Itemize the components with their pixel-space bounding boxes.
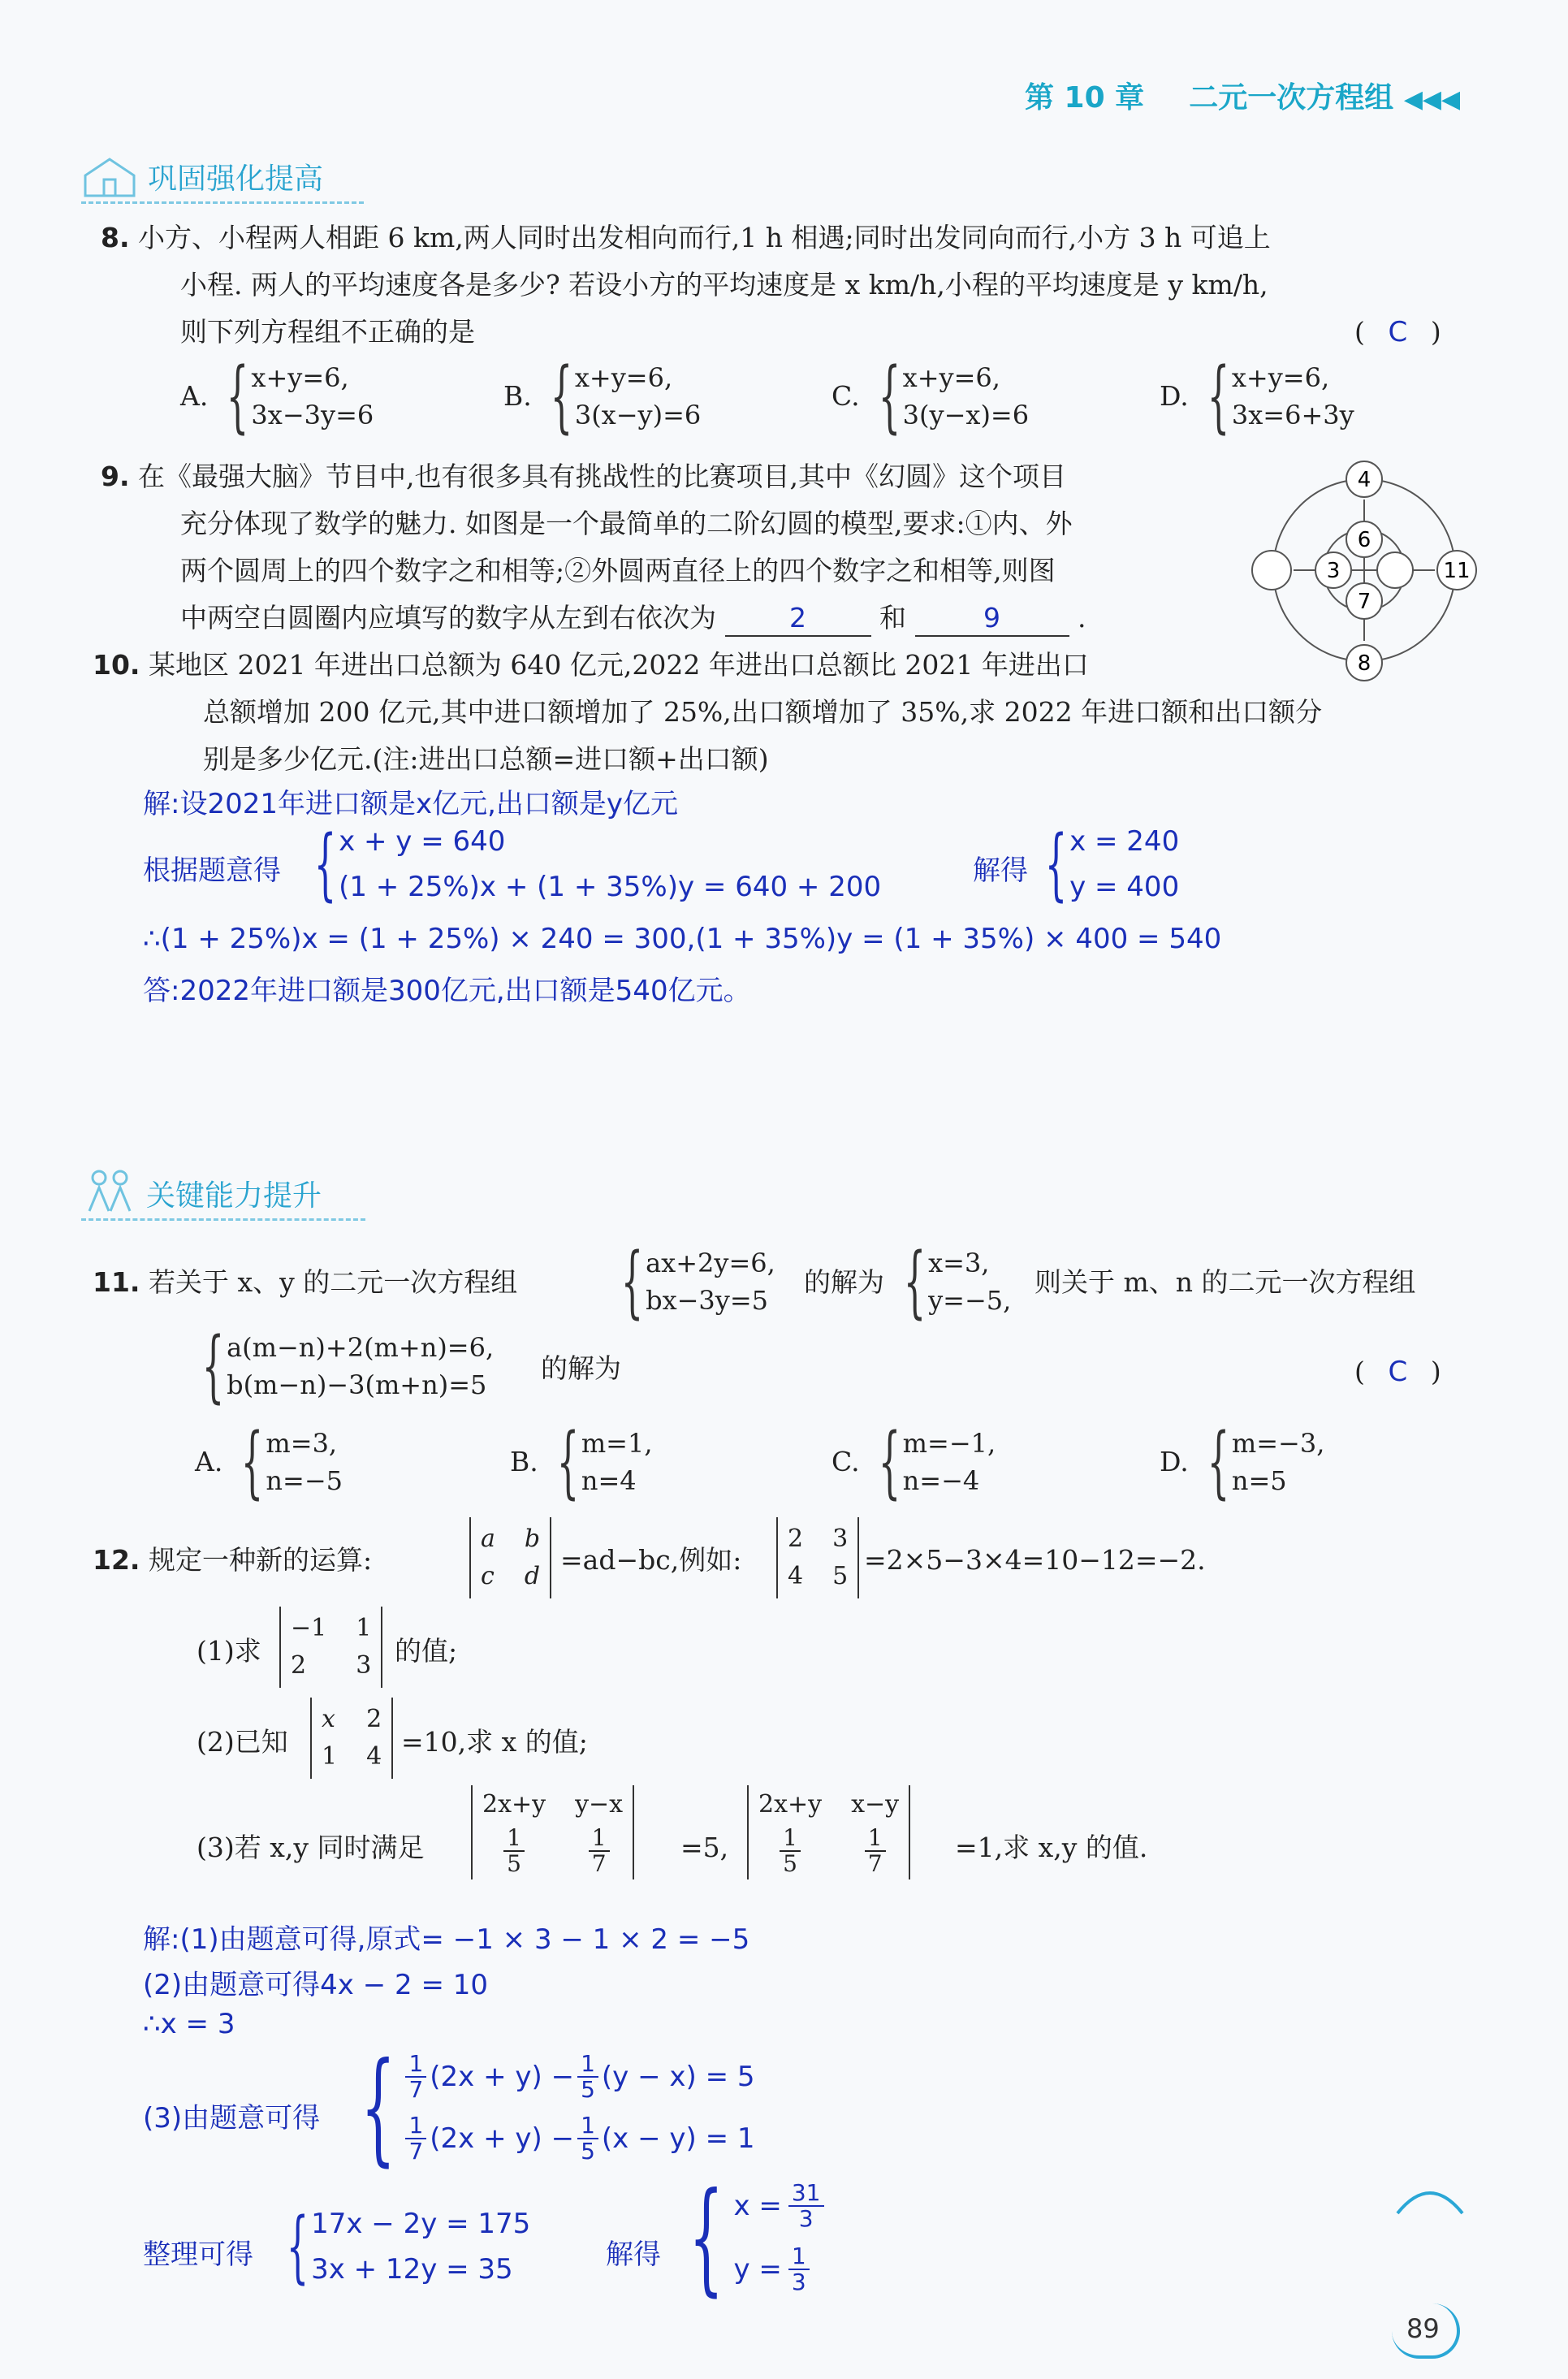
equation <box>733 2181 823 2231</box>
question-text: =2×5−3×4=10−12=−2. <box>864 1544 1206 1576</box>
det-cell: 4 <box>366 1742 382 1771</box>
option-d <box>1160 351 1354 442</box>
brace: { <box>201 1321 225 1412</box>
option-d <box>1160 1417 1325 1507</box>
option-label: C. <box>832 1446 860 1477</box>
circle-number: 3 <box>1326 559 1341 583</box>
determinant-p3-first <box>471 1785 634 1879</box>
equation: 17x − 2y = 175 <box>311 2208 531 2240</box>
det-cell: 5 <box>832 1562 849 1590</box>
question-9 <box>101 460 1066 494</box>
det-cell-fraction <box>758 1826 822 1876</box>
equation <box>405 2052 754 2102</box>
equation: m=−1, <box>902 1428 996 1459</box>
equation: 3x + 12y = 35 <box>311 2253 513 2286</box>
answer-paren <box>1354 315 1441 349</box>
brace: { <box>227 351 249 442</box>
numerator: 1 <box>577 2113 598 2139</box>
solution-system <box>300 819 881 910</box>
option-label: B. <box>510 1446 538 1477</box>
numerator: 1 <box>405 2052 426 2078</box>
denominator: 7 <box>408 2138 424 2165</box>
sub-question: =5, <box>680 1832 729 1863</box>
equation: n=4 <box>581 1465 637 1496</box>
equation: ax+2y=6, <box>646 1248 775 1278</box>
equation: m=1, <box>581 1428 653 1459</box>
option-c <box>832 351 1030 442</box>
solution-result <box>667 2167 824 2308</box>
circle-node-right <box>1437 551 1476 590</box>
solution-line: ∴(1 + 25%)x = (1 + 25%) × 240 = 300,(1 + 35%)y = (1 + 35%) × 400 = 540 <box>143 923 1222 955</box>
blank-2: 9 <box>915 601 1069 637</box>
paren-close: ) <box>1430 316 1441 348</box>
circle-number: 4 <box>1357 468 1371 492</box>
brace: { <box>1207 351 1230 442</box>
section-underline <box>81 201 364 204</box>
denominator: 3 <box>791 2269 806 2295</box>
circle-number: 6 <box>1357 528 1371 552</box>
section-icon <box>81 1166 138 1215</box>
equation: y = 400 <box>1069 871 1180 903</box>
solution-answer: 答:2022年进口额是300亿元,出口额是540亿元。 <box>143 975 751 1007</box>
chapter-title: 二元一次方程组 <box>1189 81 1394 115</box>
question-8 <box>101 221 1271 255</box>
det-cell: 2 <box>788 1525 804 1553</box>
brace: { <box>556 1417 580 1507</box>
question-text: 总额增加 200 亿元,其中进口额增加了 25%,出口额增加了 35%,求 2022 年进口额和出口额分 <box>203 696 1323 728</box>
chapter-arrows-icon: ◀◀◀ <box>1403 85 1461 114</box>
answer-paren <box>1354 1355 1441 1389</box>
option-label: B. <box>503 380 532 412</box>
question-text: 充分体现了数学的魅力. 如图是一个最简单的二阶幻圆的模型,要求:①内、外 <box>180 508 1073 539</box>
question-text: 两个圆周上的四个数字之和相等;②外圆两直径上的四个数字之和相等,则图 <box>180 555 1056 586</box>
det-cell: b <box>524 1525 541 1553</box>
fraction <box>788 2244 810 2295</box>
denominator: 5 <box>581 2138 595 2165</box>
equation: bx−3y=5 <box>646 1285 769 1316</box>
question-text: 别是多少亿元.(注:进出口总额=进口额+出口额) <box>203 743 769 775</box>
chapter-number: 第 10 章 <box>1025 81 1145 115</box>
option-label: D. <box>1160 1446 1189 1477</box>
equation: 3x=6+3y <box>1231 400 1354 430</box>
solution-label: 解得 <box>973 854 1028 887</box>
option-a <box>180 351 374 442</box>
equation-part: y = <box>733 2253 782 2286</box>
equation-part: (y − x) = 5 <box>601 2061 755 2093</box>
section-icon <box>81 151 138 200</box>
det-cell: 2 <box>366 1705 382 1733</box>
numerator: 1 <box>405 2113 426 2139</box>
question-text: 则关于 m、n 的二元一次方程组 <box>1035 1266 1416 1298</box>
equation: n=−5 <box>266 1465 343 1496</box>
det-cell: x−y <box>851 1790 900 1819</box>
fraction <box>577 2113 598 2164</box>
equation: x+y=6, <box>1231 362 1330 393</box>
equation: (1 + 25%)x + (1 + 35%)y = 640 + 200 <box>339 871 882 903</box>
section-underline <box>81 1218 365 1221</box>
equation: x = 240 <box>1069 825 1180 858</box>
numerator: 1 <box>865 1826 886 1852</box>
equation: 3(y−x)=6 <box>902 400 1030 430</box>
question-12 <box>93 1543 373 1577</box>
brace: { <box>620 1236 644 1327</box>
brace: { <box>1044 819 1068 910</box>
sub-question: (1)求 <box>197 1635 261 1667</box>
det-cell-fraction <box>575 1826 623 1876</box>
denominator: 5 <box>507 1850 521 1877</box>
brace: { <box>878 1417 901 1507</box>
brace: { <box>1207 1417 1230 1507</box>
option-label: A. <box>180 380 209 412</box>
equation: 3x−3y=6 <box>251 400 374 430</box>
equation: a(m−n)+2(m+n)=6, <box>227 1332 495 1363</box>
equation: y=−5, <box>928 1285 1012 1316</box>
question-number: 12. <box>93 1544 140 1576</box>
paren-open: ( <box>1354 316 1365 348</box>
numerator: 1 <box>577 2052 598 2078</box>
denominator: 5 <box>783 1850 797 1877</box>
det-cell: −1 <box>291 1614 327 1642</box>
question-text <box>180 601 1086 637</box>
question-number: 9. <box>101 461 130 492</box>
section-title: 关键能力提升 <box>146 1179 322 1213</box>
and-text: 和 <box>879 602 906 634</box>
determinant-example <box>776 1517 859 1598</box>
question-text: =ad−bc,例如: <box>560 1544 742 1576</box>
brace: { <box>689 2167 724 2308</box>
option-label: C. <box>832 380 860 412</box>
det-cell: 4 <box>788 1562 804 1590</box>
det-cell: 1 <box>322 1742 338 1771</box>
option-b <box>510 1417 653 1507</box>
equation: x+y=6, <box>251 362 349 393</box>
numerator: 1 <box>780 1826 801 1852</box>
equation-part: (x − y) = 1 <box>601 2122 755 2155</box>
period: . <box>1078 602 1086 634</box>
question-text: 规定一种新的运算: <box>148 1544 373 1576</box>
option-label: A. <box>195 1446 223 1477</box>
determinant-definition <box>469 1517 551 1598</box>
fraction <box>577 2052 598 2102</box>
fraction <box>788 2181 824 2231</box>
figures-icon <box>81 1166 138 1215</box>
decorative-arc-icon <box>1393 2177 1466 2217</box>
question-number: 10. <box>93 649 140 681</box>
solution-line: 解:设2021年进口额是x亿元,出口额是y亿元 <box>143 788 679 820</box>
denominator: 3 <box>798 2205 814 2232</box>
brace: { <box>313 819 337 910</box>
solution-label: 根据题意得 <box>143 854 281 887</box>
solution-line: 解:(1)由题意可得,原式= −1 × 3 − 1 × 2 = −5 <box>143 1923 750 1956</box>
determinant-p3-second <box>747 1785 910 1879</box>
brace: { <box>903 1236 927 1327</box>
determinant-p1 <box>279 1607 382 1688</box>
equation: 3(x−y)=6 <box>574 400 702 430</box>
circle-node-inner-right-blank <box>1377 552 1413 588</box>
sub-question: =10,求 x 的值; <box>401 1726 588 1758</box>
answer-choice: C <box>1388 316 1408 348</box>
equation-part: (2x + y) − <box>430 2122 575 2155</box>
det-cell: y−x <box>575 1790 624 1819</box>
equation: x+y=6, <box>902 362 1000 393</box>
sub-question: =1,求 x,y 的值. <box>955 1832 1148 1863</box>
brace: { <box>878 351 901 442</box>
numerator: 1 <box>589 1826 610 1852</box>
equation-part: (2x + y) − <box>430 2061 575 2093</box>
question-text: 中两空白圆圈内应填写的数字从左到右依次为 <box>180 602 716 634</box>
solution-system <box>273 2201 530 2292</box>
equation-system <box>188 1321 495 1412</box>
det-cell: 2x+y <box>482 1790 546 1819</box>
question-text: 小方、小程两人相距 6 km,两人同时出发相向而行,1 h 相遇;同时出发同向而行,小方 3 h 可追上 <box>138 222 1271 253</box>
equation: b(m−n)−3(m+n)=5 <box>227 1369 487 1400</box>
paren-open: ( <box>1354 1356 1365 1387</box>
det-cell: x <box>322 1705 335 1733</box>
question-10 <box>93 648 1089 682</box>
circle-node-left-blank <box>1252 551 1291 590</box>
denominator: 5 <box>581 2076 595 2103</box>
circle-node-top <box>1346 461 1382 497</box>
option-label: D. <box>1160 380 1189 412</box>
question-text: 的解为 <box>541 1352 621 1384</box>
numerator: 1 <box>503 1826 525 1852</box>
det-cell: d <box>524 1562 541 1590</box>
answer-choice: C <box>1388 1356 1408 1388</box>
circle-node-bottom <box>1346 645 1382 681</box>
brace: { <box>361 2037 396 2178</box>
denominator: 7 <box>867 1850 883 1877</box>
equation <box>405 2113 754 2164</box>
denominator: 7 <box>591 1850 607 1877</box>
det-cell: 2x+y <box>758 1790 823 1819</box>
denominator: 7 <box>408 2076 424 2103</box>
brace: { <box>241 1417 264 1507</box>
question-text: 小程. 两人的平均速度各是多少? 若设小方的平均速度是 x km/h,小程的平均速度是 y km/h, <box>180 269 1268 301</box>
equation <box>733 2244 823 2295</box>
det-cell-fraction <box>482 1826 546 1876</box>
solution-system <box>339 2037 755 2178</box>
solution-line: (2)由题意可得4x − 2 = 10 <box>143 1969 489 2001</box>
sub-question: (3)若 x,y 同时满足 <box>197 1832 425 1863</box>
det-cell: c <box>481 1562 495 1590</box>
magic-circle-figure <box>1242 455 1502 690</box>
option-b <box>503 351 702 442</box>
paren-close: ) <box>1430 1356 1441 1387</box>
det-cell: 1 <box>356 1614 372 1642</box>
section-title: 巩固强化提高 <box>148 162 324 196</box>
equation-system <box>607 1236 775 1327</box>
page-number: 89 <box>1406 2313 1440 2344</box>
numerator: 31 <box>788 2181 824 2207</box>
numerator: 1 <box>788 2244 810 2270</box>
circle-number: 11 <box>1443 559 1471 583</box>
solution-label: 解得 <box>606 2238 661 2271</box>
equation: n=−4 <box>902 1465 980 1496</box>
sub-question: 的值; <box>395 1635 458 1667</box>
school-building-icon <box>81 151 138 200</box>
question-text: 的解为 <box>804 1266 884 1298</box>
det-cell: 3 <box>356 1651 372 1680</box>
equation: x=3, <box>928 1248 990 1278</box>
solution-result <box>1031 819 1179 910</box>
blank-1: 2 <box>725 601 871 637</box>
circle-node-inner-left <box>1315 552 1351 588</box>
question-text: 若关于 x、y 的二元一次方程组 <box>148 1266 518 1298</box>
equation: n=5 <box>1231 1465 1287 1496</box>
sub-question: (2)已知 <box>197 1726 288 1758</box>
question-number: 8. <box>101 222 130 253</box>
option-a <box>195 1417 343 1507</box>
equation-system <box>890 1236 1012 1327</box>
determinant-p2 <box>310 1698 393 1779</box>
det-cell-fraction <box>851 1826 899 1876</box>
solution-label: (3)由题意可得 <box>143 2102 321 2135</box>
circle-node-inner-bottom <box>1346 583 1382 619</box>
fraction <box>405 2052 426 2102</box>
brace: { <box>286 2201 309 2292</box>
brace: { <box>550 351 573 442</box>
equation-part: x = <box>733 2190 782 2222</box>
fraction <box>405 2113 426 2164</box>
chapter-header <box>1025 75 1460 116</box>
question-text: 则下列方程组不正确的是 <box>180 316 475 348</box>
det-cell: a <box>481 1525 495 1553</box>
option-c <box>832 1417 996 1507</box>
equation: m=3, <box>266 1428 338 1459</box>
question-number: 11. <box>93 1266 140 1298</box>
page-number-badge <box>1392 2303 1460 2359</box>
circle-node-inner-top <box>1346 521 1382 557</box>
question-text: 某地区 2021 年进出口总额为 640 亿元,2022 年进出口总额比 2021 年进出口 <box>148 649 1089 681</box>
solution-label: 整理可得 <box>143 2238 253 2271</box>
det-cell: 3 <box>832 1525 849 1553</box>
equation: m=−3, <box>1231 1428 1325 1459</box>
question-text: 在《最强大脑》节目中,也有很多具有挑战性的比赛项目,其中《幻圆》这个项目 <box>138 461 1066 492</box>
circle-number: 7 <box>1357 590 1371 614</box>
equation: x+y=6, <box>574 362 673 393</box>
circle-number: 8 <box>1357 651 1371 676</box>
question-11 <box>93 1265 518 1300</box>
solution-line: ∴x = 3 <box>143 2008 235 2040</box>
det-cell: 2 <box>291 1651 307 1680</box>
equation: x + y = 640 <box>339 825 506 858</box>
